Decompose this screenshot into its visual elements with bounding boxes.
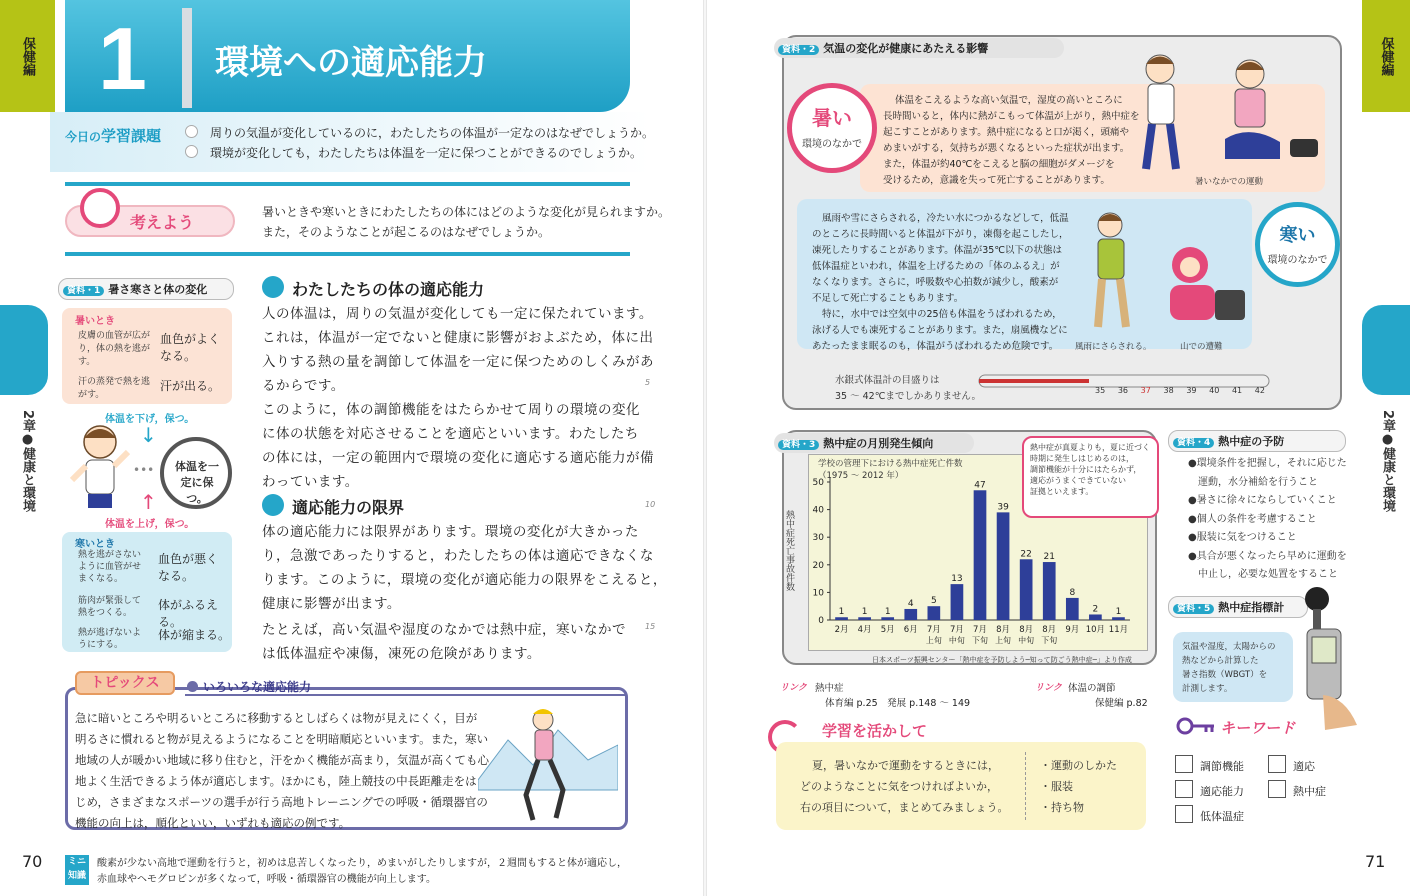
chart-caption: 学校の管理下における熱中症死亡件数 — [818, 459, 963, 469]
y-tick-label: 30 — [812, 533, 824, 544]
prevent-item: ●環境条件を把握し，それに応じた — [1188, 458, 1347, 469]
link-tag: リンク — [1035, 683, 1062, 693]
bar — [1020, 559, 1033, 620]
bar — [1089, 614, 1102, 620]
cold-env-small: 環境のなかで — [1267, 255, 1328, 266]
cold-env-line: なくなります。さらに，呼吸数や心拍数が減少し，酸素が — [812, 277, 1059, 288]
chapter-label-left: 2章●健康と環境 — [20, 410, 35, 513]
thermometer-tick-label: 41 — [1231, 386, 1243, 395]
prevent-item: ●個人の条件を考慮すること — [1188, 513, 1317, 525]
hot-env-line: 長時間いると，体内に熱がこもって体温が上がり，熱中症を — [883, 111, 1140, 122]
x-tick-sublabel: 上旬 — [995, 636, 1012, 645]
resource-5-tag: 資料・5 熱中症指標計 — [1168, 596, 1308, 618]
topic-line: 急に暗いところや明るいところに移動するとしばらくは物が見えにくく，目が — [75, 711, 478, 725]
hot-caption: 暑いなかでの運動 — [1195, 177, 1264, 187]
hot-env-big: 暑い — [812, 106, 852, 130]
hot-effect: 汗が出る。 — [160, 379, 221, 393]
x-tick-label: 11月 — [1108, 625, 1129, 635]
keyword: 適応能力 — [1200, 785, 1244, 798]
x-tick-sublabel: 上旬 — [925, 636, 942, 645]
x-tick-label: 7月 — [949, 625, 964, 635]
cold-illustration — [1070, 205, 1250, 335]
think-text: また，そのようなことが起こるのはなぜでしょうか。 — [262, 225, 551, 239]
apply-line: 右の項目について，まとめてみましょう。 — [800, 801, 1009, 814]
bar-value-label: 8 — [1069, 587, 1076, 598]
bar — [951, 584, 964, 620]
think-text: 暑いときや寒いときにわたしたちの体にはどのような変化が見られますか。 — [262, 205, 671, 219]
apply-item: ・運動のしかた — [1040, 759, 1117, 772]
mini-knowledge-line: 酸素が少ない高地で運動を行うと，初めは息苦しくなったり，めまいがしたりしますが，２週間もすると体が適応し， — [97, 858, 627, 869]
cold-env-big: 寒い — [1279, 225, 1316, 246]
body-line: 入りする熱の量を調節して体温を一定に保つためのしくみがあ — [262, 354, 654, 370]
section-marker-icon — [262, 276, 284, 298]
hot-env-line: めまいがする，気持ちが悪くなるといった症状が出ます。 — [883, 143, 1130, 154]
hot-cause: 汗の蒸発で熱を逃がす。 — [78, 377, 151, 400]
apply-line: 夏，暑いなかで運動をするときには， — [812, 759, 999, 772]
bar-value-label: 47 — [974, 480, 986, 491]
task-item: 環境が変化しても，わたしたちは体温を一定に保つことができるのでしょうか。 — [210, 146, 643, 160]
thermometer-scale — [1095, 386, 1265, 398]
bar — [881, 617, 894, 620]
page-number-right: 71 — [1365, 852, 1386, 871]
arrow-up-label: 体温を上げ，保つ。 — [105, 519, 195, 530]
resource-2-tag: 資料・2 気温の変化が健康にあたえる影響 — [774, 38, 1064, 58]
body-line: に体の状態を対応させることを適応といいます。わたしたち — [262, 426, 639, 442]
bar — [974, 490, 987, 620]
callout-line: 証拠といえます。 — [1030, 487, 1094, 496]
apply-line: どのようなことに気をつければよいか， — [800, 780, 998, 793]
wbgt-line: 気温や湿度，太陽からの — [1182, 642, 1276, 652]
thermo-note: 35 ～ 42℃までしかありません。 — [835, 391, 981, 402]
bar-value-label: 13 — [951, 574, 963, 585]
cold-env-line: あたったまま眠るのも，体温がうばわれるため危険です。 — [812, 341, 1059, 352]
link-1-title: 熱中症 — [815, 683, 844, 694]
keyword-title: キーワード — [1220, 719, 1296, 737]
book-gutter — [703, 0, 707, 896]
y-tick-label: 50 — [812, 478, 824, 488]
cold-label: 寒いとき — [75, 539, 115, 550]
bar — [835, 617, 848, 620]
topic-line: 地よく生活できるよう体が適応します。ほかにも，陸上競技の中長距離走をは — [75, 774, 477, 788]
body-line: わっています。 — [262, 474, 359, 490]
apply-item: ・持ち物 — [1040, 801, 1084, 814]
think-label: 考えよう — [130, 213, 195, 232]
arrow-up-icon: ↑ — [140, 490, 157, 514]
x-tick-label: 8月 — [1019, 625, 1034, 635]
bar-value-label: 21 — [1043, 552, 1055, 563]
x-tick-sublabel: 中旬 — [1018, 636, 1035, 645]
body-line: たとえば，高い気温や湿度のなかでは熱中症，寒いなかで — [262, 622, 626, 638]
wbgt-line: 暑さ指数（WBGT）を — [1182, 670, 1268, 680]
keyword-checkbox[interactable] — [1175, 755, 1193, 773]
cold-env-line: 風雨や雪にさらされる，冷たい水につかるなどして，低温 — [822, 213, 1069, 224]
x-tick-label: 5月 — [880, 625, 895, 635]
prevent-item: ●暑さに徐々にならしていくこと — [1188, 495, 1337, 506]
chapter-tab-left — [0, 305, 48, 395]
body-line: るからです。 — [262, 378, 345, 394]
divider-line — [65, 252, 630, 256]
wbgt-line: 熱などから計算した — [1182, 656, 1259, 666]
body-line: 体の適応能力には限界があります。環境の変化が大きかった — [262, 524, 639, 540]
apply-item: ・服装 — [1040, 780, 1073, 793]
hot-label: 暑いとき — [75, 316, 115, 327]
section-2-title: 適応能力の限界 — [292, 498, 405, 517]
cold-effect: 血色が悪くなる。 — [158, 552, 219, 583]
thermometer-tick-label: 35 — [1095, 386, 1106, 395]
center-bubble-text: 体温を一定に保つ。 — [175, 460, 219, 505]
bar — [928, 606, 941, 620]
topic-line: 機能の向上は，順化といい，いずれも適応の例です。 — [75, 816, 351, 830]
hot-env-line: また，体温が約40℃をこえると脳の細胞がダメージを — [883, 159, 1115, 170]
callout-line: 適応がうまくできていない — [1030, 476, 1126, 485]
arrow-down-label: 体温を下げ，保つ。 — [105, 414, 195, 425]
bar-value-label: 1 — [884, 607, 891, 618]
lesson-number: 1 — [98, 9, 147, 108]
prevent-list — [1188, 455, 1347, 585]
topic-bullet-icon — [187, 681, 198, 692]
keyword: 低体温症 — [1200, 810, 1244, 823]
chart-y-label: 熱中症死亡事故件数 — [784, 510, 794, 591]
bar — [904, 609, 917, 620]
x-tick-label: 8月 — [996, 625, 1011, 635]
x-tick-sublabel: 中旬 — [948, 636, 965, 645]
hot-env-line: 受けるため，意識を失って死亡することがあります。 — [883, 175, 1110, 186]
chart-caption: （1975 ～ 2012 年） — [818, 471, 904, 481]
bar — [1043, 562, 1056, 620]
bullet-icon — [185, 145, 198, 158]
learning-task-label: 今日の学習課題 — [65, 127, 162, 145]
topics-badge: トピックス — [75, 671, 175, 695]
bar-value-label: 5 — [930, 596, 937, 607]
chapter-tab-right — [1362, 305, 1410, 395]
x-tick-label: 9月 — [1065, 625, 1080, 635]
bar-value-label: 1 — [1115, 607, 1122, 618]
cold-env-line: 低体温症といわれ，体温を上げるための「体のふるえ」が — [812, 261, 1060, 272]
runner-illustration — [478, 700, 618, 825]
cold-cause: 熱が逃げないようにする。 — [78, 628, 142, 650]
cold-cause: 筋肉が緊張して熱をつくる。 — [78, 596, 142, 618]
cold-cause: 熱を逃がさないように血管がせまくなる。 — [78, 550, 142, 584]
prevent-item: ●服装に気をつけること — [1188, 532, 1297, 543]
keyword-checkbox[interactable] — [1268, 755, 1286, 773]
cold-env-line: のところに長時間いると体温が下がり，凍傷を起こしたし， — [812, 229, 1069, 240]
mini-knowledge-badge: ミニ知識 — [65, 855, 89, 885]
wbgt-line: 計測します。 — [1182, 684, 1233, 694]
keyword-checkbox[interactable] — [1175, 805, 1193, 823]
x-tick-label: 2月 — [834, 625, 849, 635]
x-tick-sublabel: 下旬 — [972, 636, 988, 645]
bar-value-label: 39 — [997, 502, 1009, 513]
bar-value-label: 1 — [861, 607, 868, 618]
side-tab-left: 保健編 — [0, 0, 55, 112]
cold-env-circle — [1255, 202, 1340, 287]
body-line: の体には，一定の範囲内で環境の変化に適応する適応能力が備 — [262, 450, 654, 466]
cold-env-line: 特に，水中では空気中の25倍も体温をうばわれるため， — [822, 309, 1062, 320]
thermometer-tick-label: 42 — [1254, 386, 1265, 395]
topic-line: 地域の人が暖かい地域に移り住むと，汗をかく機能が高まり，気温が高くても心 — [75, 753, 489, 767]
x-tick-label: 4月 — [857, 625, 872, 635]
magnifier-face-icon — [80, 188, 120, 228]
link-2-title: 体温の調節 — [1068, 683, 1116, 694]
line-number: 10 — [645, 500, 656, 509]
cold-env-line: 凍死したりすることがあります。体温が35℃以下の状態は — [812, 245, 1062, 256]
chart-callout — [1022, 436, 1159, 518]
prevent-item: 中止し，必要な処置をすること — [1188, 569, 1338, 580]
task-item: 周りの気温が変化しているのに，わたしたちの体温が一定なのはなぜでしょうか。 — [210, 126, 655, 140]
side-tab-right: 保健編 — [1362, 0, 1410, 112]
callout-line: 時期に発生しはじめるのは， — [1030, 454, 1134, 463]
callout-line: 調節機能が十分にはたらかず， — [1030, 465, 1142, 474]
body-line: 人の体温は，周りの気温が変化しても一定に保たれています。 — [262, 306, 653, 322]
resource-3-tag: 資料・3 熱中症の月別発生傾向 — [774, 433, 974, 453]
cold-effect: 体がふるえる。 — [158, 598, 219, 629]
key-icon — [1176, 716, 1216, 736]
cold-caption-2: 山での遭難 — [1180, 342, 1223, 352]
bar-value-label: 2 — [1092, 604, 1099, 615]
resource-4-tag: 資料・4 熱中症の予防 — [1168, 430, 1346, 452]
y-tick-label: 10 — [812, 588, 824, 599]
dots: ••• — [133, 463, 155, 477]
keyword-checkbox[interactable] — [1175, 780, 1193, 798]
x-tick-label: 7月 — [973, 625, 987, 635]
cold-env-line: 泳げる人でも凍死することがあります。また，扇風機などに — [812, 325, 1068, 336]
thermometer-tick-label: 39 — [1186, 386, 1197, 395]
body-line: このように，体の調節機能をはたらかせて周りの環境の変化 — [262, 402, 640, 418]
x-tick-label: 10月 — [1085, 625, 1106, 635]
body-line: は低体温症や凍傷，凍死の危険があります。 — [262, 646, 541, 662]
page-number-left: 70 — [22, 852, 43, 871]
keyword: 調節機能 — [1200, 760, 1244, 773]
y-tick-label: 40 — [812, 505, 824, 516]
line-number: 5 — [645, 378, 651, 387]
apply-title: 学習を活かして — [822, 722, 928, 740]
arrow-down-icon: ↓ — [140, 423, 157, 447]
body-line: 健康に影響が出ます。 — [262, 596, 401, 612]
topic-line: 明るさに慣れると物が見えるようになることを明暗順応といいます。また，寒い — [75, 732, 489, 746]
x-tick-label: 7月 — [926, 625, 941, 635]
x-tick-sublabel: 下旬 — [1041, 636, 1058, 645]
apply-divider — [1025, 752, 1026, 820]
hot-env-small: 環境のなかで — [802, 139, 862, 150]
bar-value-label: 22 — [1020, 549, 1032, 560]
thermometer-tick-label: 40 — [1209, 386, 1220, 395]
thermometer-tick-label: 36 — [1117, 386, 1129, 395]
page-title: 環境への適応能力 — [215, 43, 487, 83]
keyword: 適応 — [1293, 760, 1315, 773]
hot-env-line: 体温をこえるような高い気温で，湿度の高いところに — [895, 95, 1123, 106]
bar-value-label: 1 — [838, 607, 845, 618]
bar-value-label: 4 — [907, 598, 914, 609]
body-line: り，急激であったりすると，わたしたちの体は適応できなくな — [262, 548, 654, 564]
y-tick-label: 0 — [818, 616, 824, 626]
hot-exercise-illustration — [1130, 44, 1325, 174]
thermo-note: 水銀式体温計の目盛りは — [835, 375, 940, 386]
header-divider — [182, 8, 192, 108]
callout-line: 熱中症が真夏よりも，夏に近づく — [1030, 443, 1150, 452]
thermometer-tick-label: 38 — [1163, 386, 1174, 395]
link-tag: リンク — [780, 683, 807, 693]
section-1-title: わたしたちの体の適応能力 — [292, 280, 485, 299]
y-tick-label: 20 — [812, 560, 824, 571]
wbgt-meter-illustration — [1295, 585, 1360, 730]
keyword: 熱中症 — [1293, 785, 1326, 798]
x-tick-label: 8月 — [1042, 625, 1057, 635]
hot-env-line: 起こすことがあります。熱中症になると口が渇く，頭痛や — [883, 127, 1130, 138]
prevent-item: 運動，水分補給を行うこと — [1188, 476, 1318, 488]
bullet-icon — [185, 125, 198, 138]
topic-title: いろいろな適応能力 — [203, 680, 312, 694]
resource-1-tag: 資料・1 暑さ寒さと体の変化 — [58, 278, 234, 300]
keyword-checkbox[interactable] — [1268, 780, 1286, 798]
cold-env-line: 不足して死亡することもあります。 — [812, 293, 964, 304]
divider-line — [65, 182, 630, 186]
bar — [1112, 617, 1125, 620]
bar — [997, 512, 1010, 620]
thermometer-tick-label: 37 — [1140, 386, 1151, 395]
hot-env-circle — [787, 83, 877, 173]
bar — [858, 617, 871, 620]
bar — [1066, 598, 1079, 620]
hot-cause: 皮膚の血管が広がり，体の熱を逃がす。 — [78, 331, 151, 367]
x-tick-label: 6月 — [903, 625, 918, 635]
body-line: これは，体温が一定でないと健康に影響がおよぶため，体に出 — [262, 330, 654, 346]
section-marker-icon — [262, 494, 284, 516]
body-line: ります。このように，環境の変化が適応能力の限界をこえると， — [262, 572, 667, 588]
prevent-item: ●具合が悪くなったら早めに運動を — [1188, 550, 1347, 562]
cold-effect: 体が縮まる。 — [158, 628, 231, 642]
cold-caption-1: 風雨にさらされる。 — [1075, 342, 1152, 352]
mini-knowledge-line: 赤血球やヘモグロビンが多くなって，呼吸・循環器官の機能が向上します。 — [97, 874, 436, 885]
hot-effect: 血色がよくなる。 — [160, 332, 221, 363]
topic-line: じめ，さまざまなスポーツの選手が行う高地トレーニングでの呼吸・循環器官の — [75, 795, 488, 809]
line-number: 15 — [645, 622, 656, 631]
link-2-refs: 保健編 p.82 — [1095, 698, 1148, 709]
chapter-label-right: 2章●健康と環境 — [1380, 410, 1395, 513]
link-1-refs: 体育編 p.25 発展 p.148 ～ 149 — [825, 698, 971, 709]
boy-illustration — [70, 420, 130, 510]
chart-source: 日本スポーツ振興センター「熱中症を予防しよう─知って防ごう熱中症─」より作成 — [872, 656, 1132, 664]
